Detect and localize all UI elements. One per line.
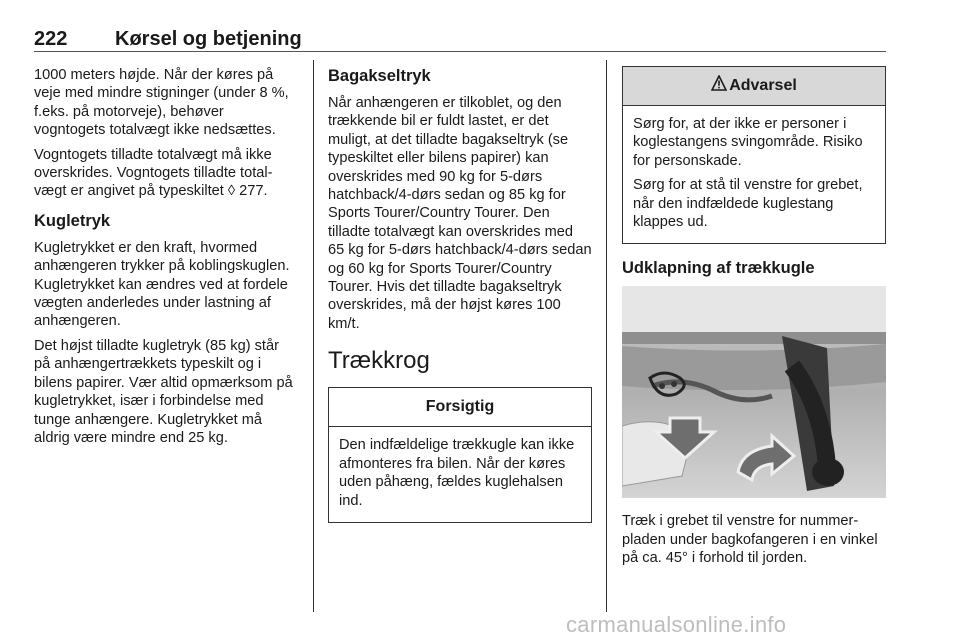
heading-udklapning: Udklapning af trækkugle	[622, 259, 815, 278]
page-title: Kørsel og betjening	[115, 28, 302, 50]
paragraph: 1000 meters højde. Når der køres på veje med mindre stigninger (under 8 %, f.eks. på motorveje), behøver vogntogets totalvægt ikke nedsættes.	[34, 67, 289, 139]
page-reference[interactable]: 277.	[239, 183, 268, 200]
caution-text: Den indfældelige trækkugle kan ikke afmonteres fra bilen. Når der køres uden påhæng, fældes kuglehalsen ind.	[339, 437, 575, 509]
caution-title: Forsigtig	[329, 388, 591, 427]
tow-ball-photo	[622, 286, 886, 498]
paragraph: Når anhængeren er tilkoblet, og den trækkende bil er fuldt lastet, er det muligt, at det tilladte bagakseltryk (se typeskiltet eller bilens papirer) kan overskrides med 90 kg for 5-dørs hatchback/4-dørs sedan og 85 kg for Sports Tourer/Country Tourer. Den tilladte totalvægt kan overskrides med 65 kg for 5-dørs hatchback/4-dørs sedan og 60 kg for Sports Tourer/Country Tourer. Hvis det tilladte bagakseltryk overskrides, må der højst køres 100 km/t.	[328, 95, 592, 332]
column-divider-2	[606, 60, 607, 612]
watermark: carmanualsonline.info	[566, 612, 787, 637]
column-divider-1	[313, 60, 314, 612]
warning-header	[623, 67, 885, 106]
warning-title: Advarsel	[729, 77, 797, 94]
warning-text: Sørg for at stå til venstre for grebet, når den indfældede kuglestang klappes ud.	[633, 177, 863, 231]
paragraph: Det højst tilladte kugletryk (85 kg) står på anhængertrækkets typeskilt og i bilens papirer. Vær altid opmærksom på kugletrykket, især i forbindelse med tunge anhængere. Kugletrykket må aldrig være mindre end 25 kg.	[34, 337, 293, 446]
page-ref-arrow-icon: ◊	[227, 183, 236, 200]
page-header	[34, 28, 886, 50]
paragraph: Vogntogets tilladte totalvægt må ikke overskrides. Vogntogets tilladte totalvægt er angivet på typeskiltet ◊ 277.	[34, 146, 273, 200]
heading-kugletryk: Kugletryk	[34, 211, 111, 230]
caution-box	[328, 387, 592, 523]
warning-box	[622, 66, 886, 244]
heading-bagakseltryk: Bagakseltryk	[328, 67, 431, 85]
warning-text: Sørg for, at der ikke er personer i koglestangens svingområde. Risiko for personskade.	[633, 116, 863, 169]
page-number: 222	[34, 28, 68, 50]
column-1	[34, 66, 299, 453]
caption-text: Træk i grebet til venstre for nummerpladen under bagkofangeren i en vinkel på ca. 45° i forhold til jorden.	[622, 513, 878, 567]
header-rule	[34, 51, 886, 52]
paragraph: Kugletrykket er den kraft, hvormed anhængeren trykker på koblingskuglen. Kugletrykket kan ændres ved at fordele vægten anderledes under lastning af anhængeren.	[34, 239, 290, 330]
column-3	[622, 66, 886, 574]
heading-traekkrog: Trækkrog	[328, 347, 430, 375]
column-2	[328, 66, 592, 523]
